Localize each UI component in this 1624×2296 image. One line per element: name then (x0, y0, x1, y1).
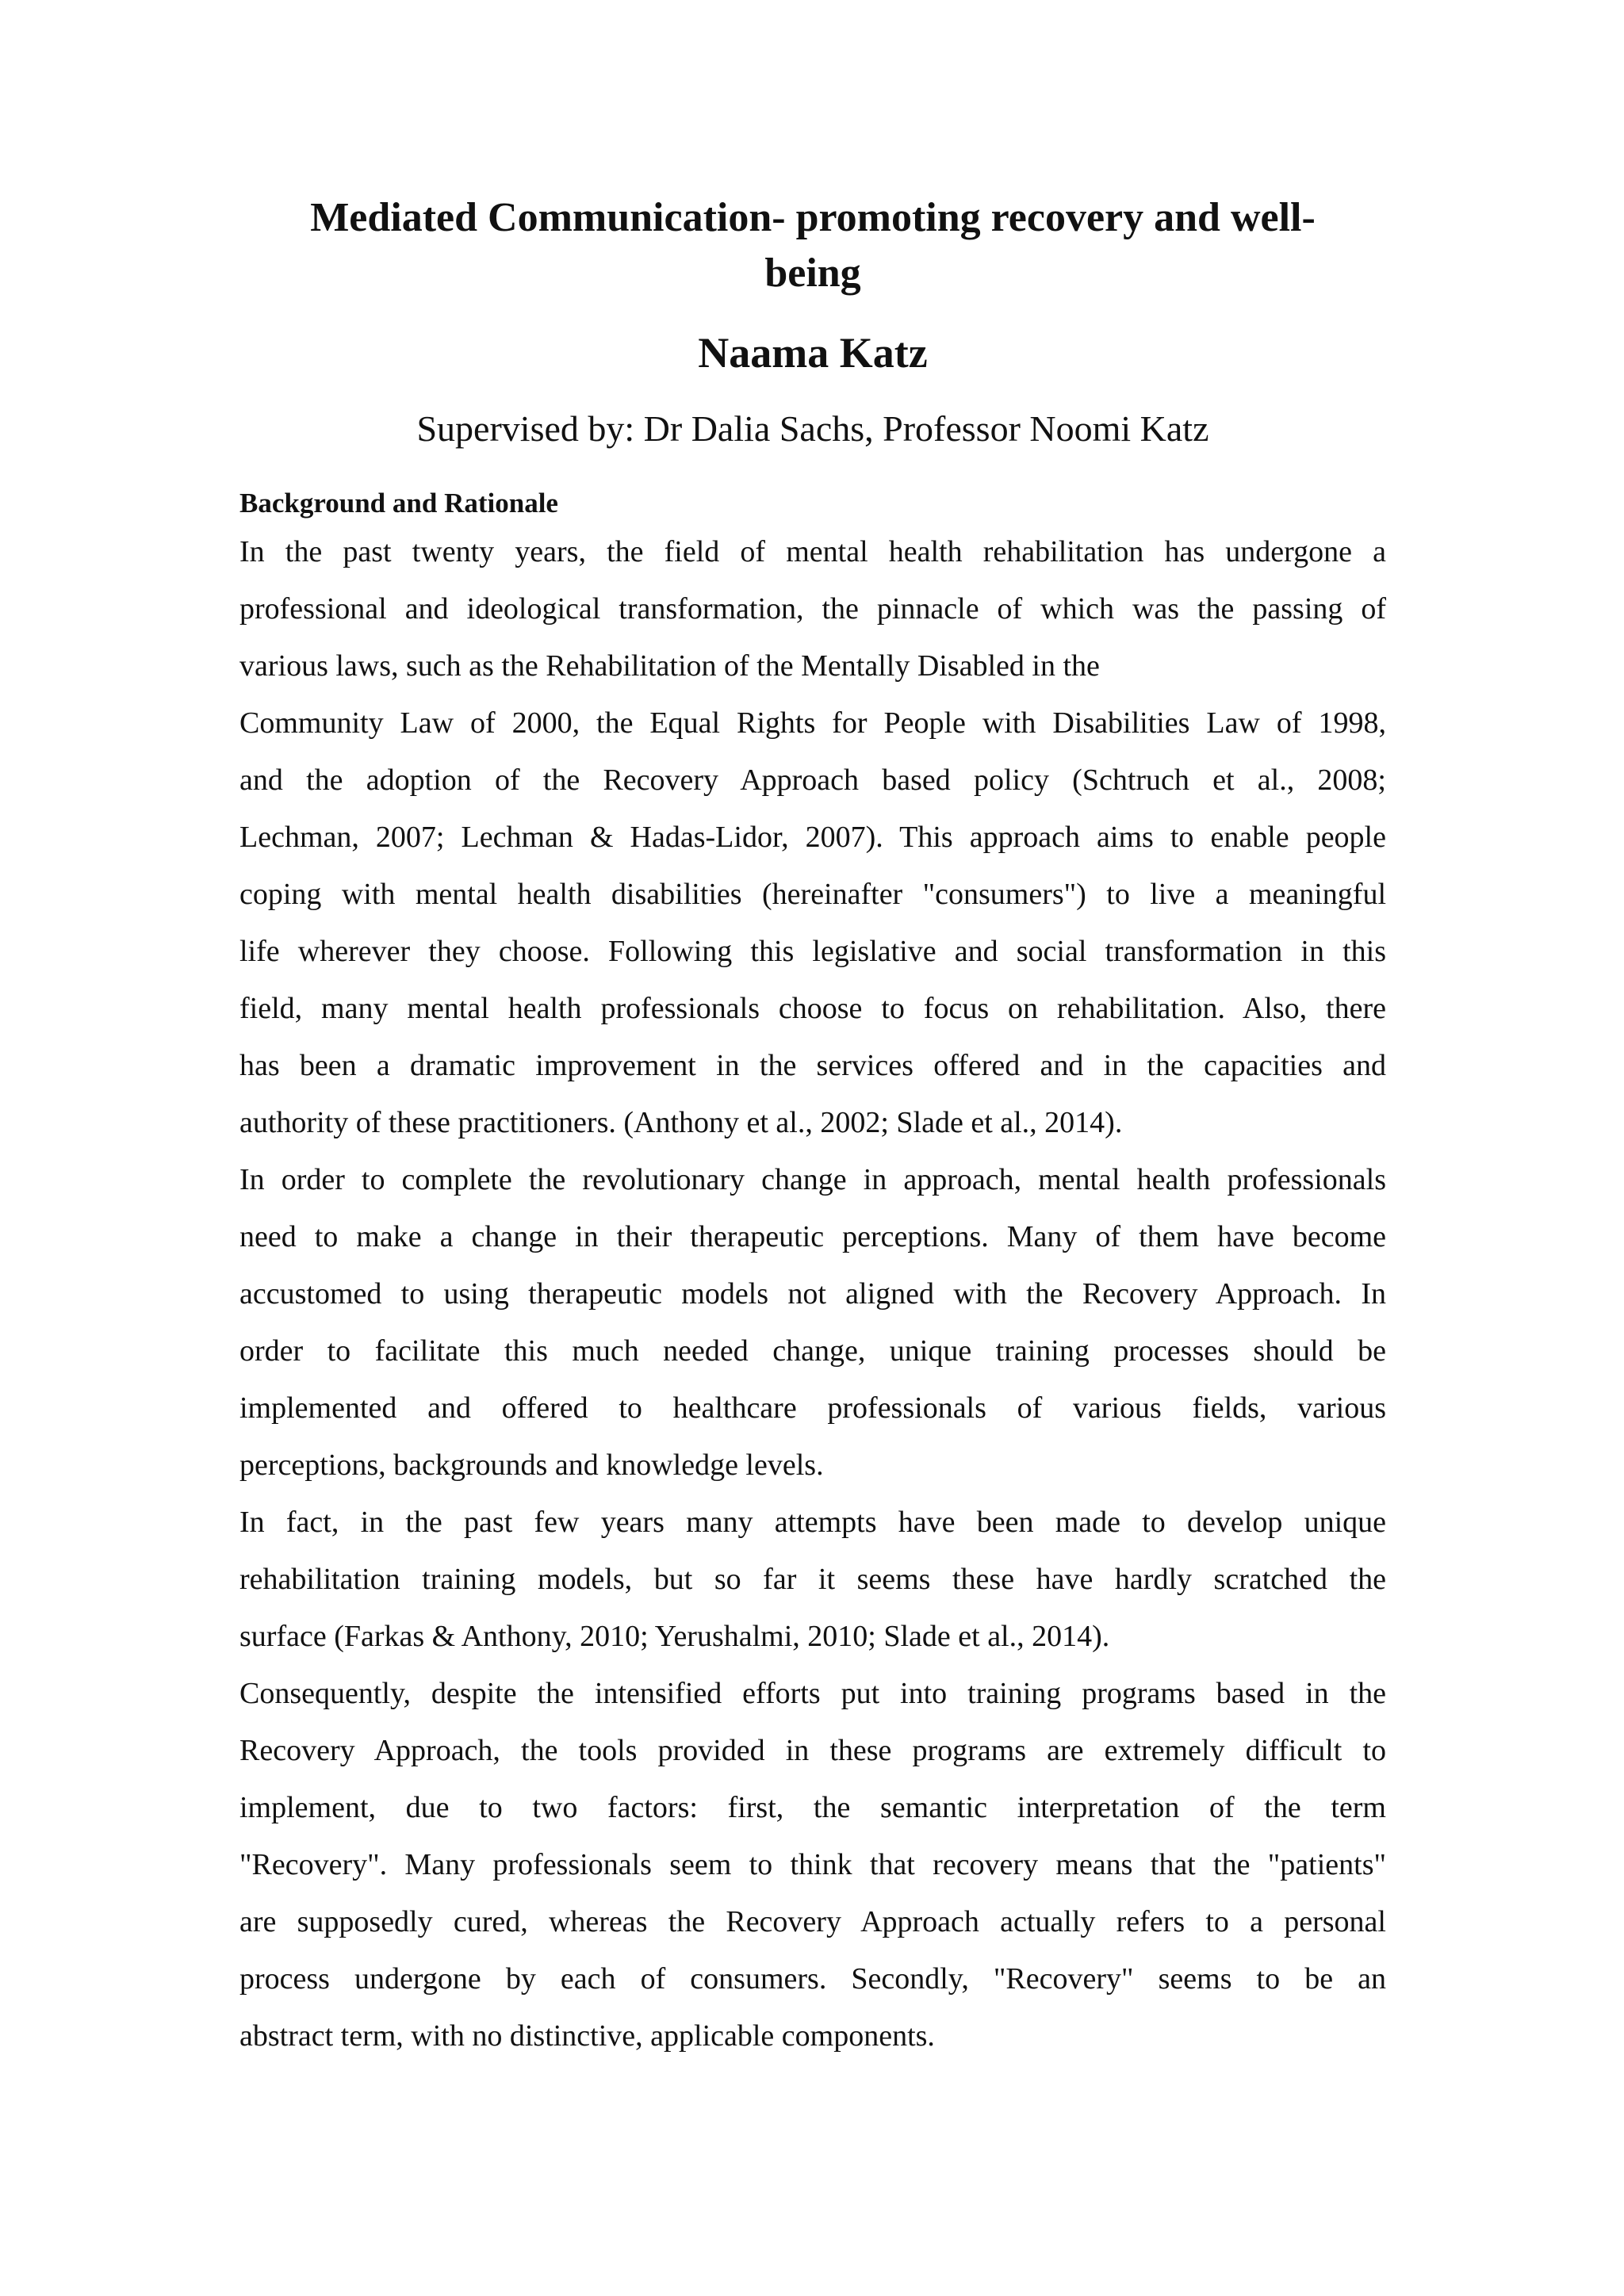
paragraph-line: various laws, such as the Rehabilitation of the Mentally Disabled in the (239, 649, 1100, 683)
paragraph-line: need to make a change in their therapeutic perceptions. Many of them have become (239, 1220, 1386, 1253)
paragraph-line: implemented and offered to healthcare professionals of various fields, various (239, 1391, 1386, 1425)
paragraph-line: authority of these practitioners. (Anthony et al., 2002; Slade et al., 2014). (239, 1106, 1123, 1139)
body-paragraph (239, 1665, 1386, 2064)
author-name: Naama Katz (698, 329, 928, 377)
paragraph-line: process undergone by each of consumers. Secondly, "Recovery" seems to be an (239, 1962, 1386, 1996)
paragraph-line: Community Law of 2000, the Equal Rights for People with Disabilities Law of 1998, (239, 706, 1386, 740)
body-paragraph (239, 1494, 1386, 1665)
paragraph-line: field, many mental health professionals choose to focus on rehabilitation. Also, there (239, 992, 1386, 1025)
paragraph-line: accustomed to using therapeutic models not aligned with the Recovery Approach. In (239, 1277, 1386, 1311)
paragraph-line: professional and ideological transformation, the pinnacle of which was the passing of (239, 592, 1386, 626)
paragraph-line: and the adoption of the Recovery Approach based policy (Schtruch et al., 2008; (239, 763, 1386, 797)
paper-title: Mediated Communication- promoting recovery and well-being (310, 195, 1316, 296)
body-paragraph (239, 1151, 1386, 1494)
paragraph-line: has been a dramatic improvement in the services offered and in the capacities and (239, 1049, 1386, 1082)
paragraph-line: are supposedly cured, whereas the Recovery Approach actually refers to a personal (239, 1905, 1386, 1938)
paragraph-line: perceptions, backgrounds and knowledge levels. (239, 1448, 824, 1482)
paragraph-line: "Recovery". Many professionals seem to think that recovery means that the "patients" (239, 1848, 1386, 1881)
paragraph-line: In fact, in the past few years many attempts have been made to develop unique (239, 1506, 1386, 1539)
paragraph-line: life wherever they choose. Following this legislative and social transformation in this (239, 935, 1386, 968)
body-paragraph (239, 523, 1386, 1151)
paragraph-line: In order to complete the revolutionary change in approach, mental health professionals (239, 1163, 1386, 1196)
paragraph-line: rehabilitation training models, but so far it seems these have hardly scratched the (239, 1563, 1386, 1596)
paragraph-line: surface (Farkas & Anthony, 2010; Yerushalmi, 2010; Slade et al., 2014). (239, 1620, 1110, 1653)
paragraph-line: coping with mental health disabilities (hereinafter "consumers") to live a meaningful (239, 878, 1386, 911)
paragraph-line: implement, due to two factors: first, the semantic interpretation of the term (239, 1791, 1386, 1824)
document-page (239, 190, 1386, 2064)
paragraph-line: Lechman, 2007; Lechman & Hadas-Lidor, 2007). This approach aims to enable people (239, 821, 1386, 854)
paragraph-line: Consequently, despite the intensified efforts put into training programs based in the (239, 1677, 1386, 1710)
paragraph-line: order to facilitate this much needed change, unique training processes should be (239, 1334, 1386, 1368)
section-heading: Background and Rationale (239, 488, 558, 519)
paragraph-line: In the past twenty years, the field of mental health rehabilitation has undergone a (239, 535, 1386, 568)
supervisor-line: Supervised by: Dr Dalia Sachs, Professor Noomi Katz (416, 408, 1209, 449)
body-text (239, 523, 1386, 2064)
paragraph-line: Recovery Approach, the tools provided in these programs are extremely difficult to (239, 1734, 1386, 1767)
paragraph-line: abstract term, with no distinctive, applicable components. (239, 2019, 935, 2053)
